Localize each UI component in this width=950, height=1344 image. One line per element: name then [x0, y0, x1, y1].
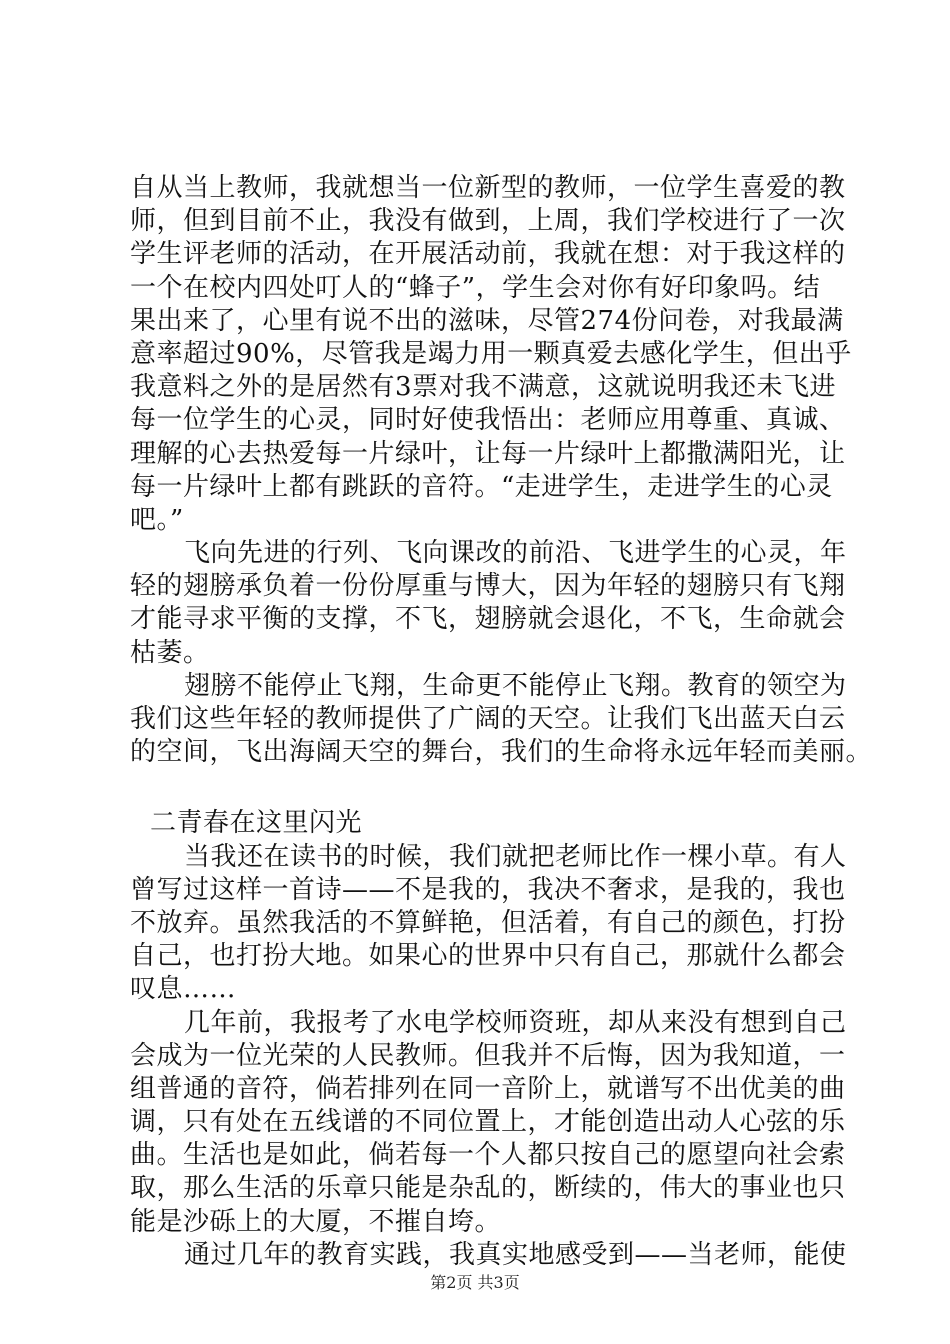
paragraph-line: 每一位学生的心灵，同时好使我悟出：老师应用尊重、真诚、 [130, 405, 846, 436]
paragraph-line: 的空间，飞出海阔天空的舞台，我们的生命将永远年轻而美丽。 [130, 737, 873, 768]
paragraph-line: 能是沙砾上的大厦，不摧自垮。 [130, 1206, 502, 1237]
paragraph-line: 自从当上教师，我就想当一位新型的教师，一位学生喜爱的教 [130, 173, 846, 203]
paragraph-line: 翅膀不能停止飞翔，生命更不能停止飞翔。教育的领空为 [184, 670, 847, 701]
paragraph-line: 几年前，我报考了水电学校师资班，却从来没有想到自己 [184, 1007, 847, 1038]
section-heading: 二青春在这里闪光 [150, 808, 363, 839]
paragraph-line: 我意料之外的是居然有3票对我不满意，这就说明我还未飞进 [130, 372, 837, 403]
paragraph-line: 才能寻求平衡的支撑，不飞，翅膀就会退化，不飞，生命就会 [130, 604, 846, 635]
paragraph-line: 叹息…… [130, 974, 237, 1005]
paragraph-line: 我们这些年轻的教师提供了广阔的天空。让我们飞出蓝天白云 [130, 704, 846, 734]
paragraph-line: 意率超过90%，尽管我是竭力用一颗真爱去感化学生，但出乎 [130, 338, 852, 369]
page-number-label: 第2页 共3页 [430, 1273, 520, 1292]
paragraph-line: 调，只有处在五线谱的不同位置上，才能创造出动人心弦的乐 [130, 1107, 846, 1138]
paragraph-line: 果出来了，心里有说不出的滋味，尽管274份问卷，对我最满 [130, 305, 844, 336]
section-paragraph-1 [130, 841, 847, 1007]
paragraph-line: 吧。” [130, 504, 184, 535]
paragraph-2 [130, 537, 847, 670]
section-paragraph-2 [130, 1007, 847, 1239]
paragraph-line: 曾写过这样一首诗——不是我的，我决不奢求，是我的，我也 [130, 874, 846, 905]
paragraph-1 [130, 172, 852, 537]
paragraph-line: 每一片绿叶上都有跳跃的音符。“走进学生，走进学生的心灵 [130, 471, 833, 502]
paragraph-line: 当我还在读书的时候，我们就把老师比作一棵小草。有人 [184, 841, 847, 872]
paragraph-line: 不放弃。虽然我活的不算鲜艳，但活着，有自己的颜色，打扮 [130, 907, 846, 938]
paragraph-line: 曲。生活也是如此，倘若每一个人都只按自己的愿望向社会索 [130, 1140, 846, 1171]
paragraph-line: 理解的心去热爱每一片绿叶，让每一片绿叶上都撒满阳光，让 [130, 438, 846, 469]
paragraph-line: 会成为一位光荣的人民教师。但我并不后悔，因为我知道，一 [130, 1040, 846, 1071]
paragraph-line: 自己，也打扮大地。如果心的世界中只有自己，那就什么都会 [130, 941, 846, 972]
page-footer [0, 1272, 950, 1294]
paragraph-line: 组普通的音符，倘若排列在同一音阶上，就谱写不出优美的曲 [130, 1073, 846, 1104]
paragraph-line: 轻的翅膀承负着一份份厚重与博大，因为年轻的翅膀只有飞翔 [130, 571, 846, 602]
document-body [130, 172, 873, 1272]
paragraph-line: 一个在校内四处叮人的“蜂子”，学生会对你有好印象吗。结 [130, 272, 821, 303]
section-paragraph-3 [130, 1239, 847, 1272]
paragraph-line: 学生评老师的活动，在开展活动前，我就在想：对于我这样的 [130, 239, 846, 270]
paragraph-3 [130, 670, 873, 770]
paragraph-line: 通过几年的教育实践，我真实地感受到——当老师，能使 [184, 1239, 847, 1270]
paragraph-line: 飞向先进的行列、飞向课改的前沿、飞进学生的心灵，年 [184, 538, 847, 569]
paragraph-line: 枯萎。 [130, 637, 210, 668]
paragraph-line: 师，但到目前不止，我没有做到，上周，我们学校进行了一次 [130, 206, 846, 237]
section-gap [130, 769, 830, 807]
paragraph-line: 取，那么生活的乐章只能是杂乱的，断续的，伟大的事业也只 [130, 1173, 846, 1204]
